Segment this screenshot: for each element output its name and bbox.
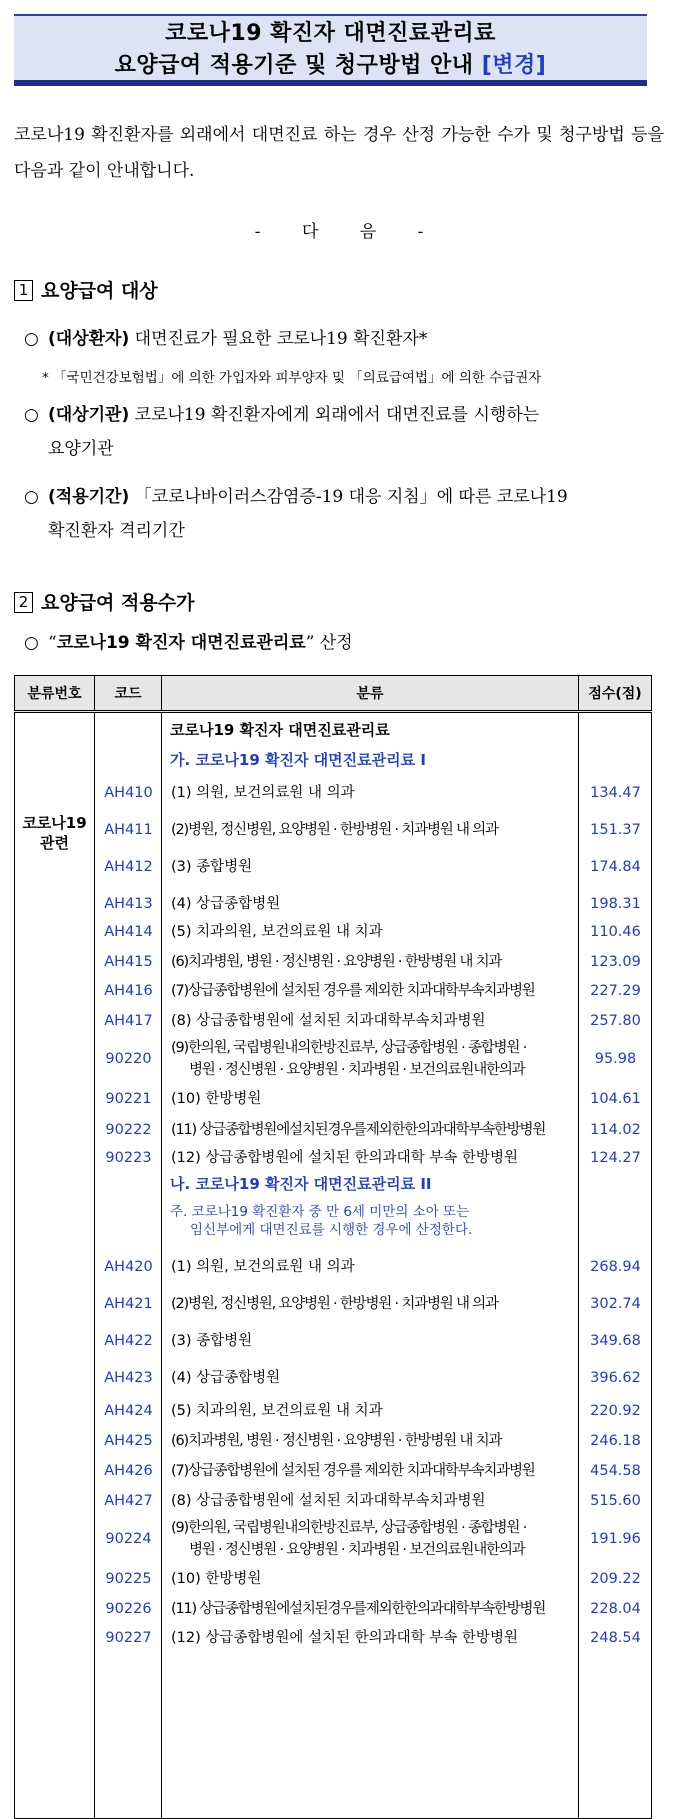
score-cell: 191.96: [590, 1531, 641, 1547]
score-cell: 349.68: [590, 1333, 641, 1349]
score-cell: 257.80: [590, 1013, 641, 1029]
header-classification: 분류: [162, 676, 579, 712]
score-cell: 246.18: [590, 1433, 641, 1449]
score-cell: 268.94: [590, 1259, 641, 1275]
section-1-item-target-patient: [24, 322, 664, 356]
classification-cell: (7)상급종합병원에 설치된 경우를 제외한 치과대학부속치과병원: [171, 1463, 535, 1479]
item-label: (대상환자): [48, 329, 130, 349]
circle-bullet: ○: [24, 487, 39, 507]
code-cell: AH414: [104, 924, 153, 940]
classification-cell: (3) 종합병원: [171, 859, 253, 875]
score-cell: 151.37: [590, 822, 641, 838]
category-line-1: 코로나19: [22, 814, 87, 832]
title-line-2-text: 요양급여 적용기준 및 청구방법 안내: [114, 53, 474, 78]
category-cell: [15, 712, 95, 1819]
classification-cell: (10) 한방병원: [171, 1571, 262, 1587]
code-cell: AH411: [104, 822, 153, 838]
item-label: (대상기관): [48, 405, 130, 425]
code-cell: 90224: [105, 1531, 152, 1547]
score-cell: 123.09: [590, 954, 641, 970]
code-cell: 90222: [105, 1122, 152, 1138]
code-cell: AH417: [104, 1013, 153, 1029]
item-label: 코로나19 확진자 대면진료관리료: [56, 633, 306, 653]
item-text: 산정: [319, 633, 353, 653]
classification-cell: (3) 종합병원: [171, 1333, 253, 1349]
title-line-1: 코로나19 확진자 대면진료관리료: [165, 21, 496, 46]
score-cell: 134.47: [590, 785, 641, 801]
code-cell: AH421: [104, 1296, 153, 1312]
item-text-continued: 요양기관: [48, 439, 114, 459]
subsection-title-2: 나. 코로나19 확진자 대면진료관리료 II: [170, 1175, 432, 1193]
section-1-heading: [14, 276, 158, 303]
classification-cell: (12) 상급종합병원에 설치된 한의과대학 부속 한방병원: [171, 1150, 518, 1166]
score-cell: 104.61: [590, 1091, 641, 1107]
score-cell: 302.74: [590, 1296, 641, 1312]
code-cell: AH422: [104, 1333, 153, 1349]
group-title: 코로나19 확진자 대면진료관리료: [170, 721, 390, 739]
classification-cell: (4) 상급종합병원: [171, 1370, 281, 1386]
code-cell: AH424: [104, 1403, 153, 1419]
subsection-note-1: 주. 코로나19 확진환자 중 만 6세 미만의 소아 또는: [170, 1204, 470, 1220]
circle-bullet: ○: [24, 329, 39, 349]
code-cell: 90221: [105, 1091, 152, 1107]
circle-bullet: ○: [24, 405, 39, 425]
section-2-item: [24, 626, 664, 660]
score-cell: 209.22: [590, 1571, 641, 1587]
next-label: - 다 음 -: [254, 222, 442, 242]
table-header-row: [15, 676, 652, 712]
classification-cell: (5) 치과의원, 보건의료원 내 치과: [171, 1403, 383, 1419]
close-quote: ”: [305, 633, 315, 653]
classification-cell-line-2: 병원 · 정신병원 · 요양병원 · 치과병원 · 보건의료원내한의과: [189, 1062, 525, 1078]
subsection-note-2: 임신부에게 대면진료를 시행한 경우에 산정한다.: [190, 1222, 473, 1238]
classification-cell: (7)상급종합병원에 설치된 경우를 제외한 치과대학부속치과병원: [171, 983, 535, 999]
score-cell: 220.92: [590, 1403, 641, 1419]
title-line-2: [14, 50, 647, 82]
classification-cell: (8) 상급종합병원에 설치된 치과대학부속치과병원: [171, 1493, 486, 1509]
classification-cell: (12) 상급종합병원에 설치된 한의과대학 부속 한방병원: [171, 1630, 518, 1646]
fee-table: [14, 675, 652, 1819]
header-class-no: 분류번호: [15, 676, 95, 712]
item-text: 「코로나바이러스감염증-19 대응 지침」에 따른 코로나19: [134, 487, 568, 507]
header-code: 코드: [95, 676, 162, 712]
code-cell: AH423: [104, 1370, 153, 1386]
score-cell: 248.54: [590, 1630, 641, 1646]
code-cell: 90223: [105, 1150, 152, 1166]
item-text: 코로나19 확진환자에게 외래에서 대면진료를 시행하는: [134, 405, 540, 425]
score-cell: 454.58: [590, 1463, 641, 1479]
code-cell: AH413: [104, 896, 153, 912]
code-cell: 90226: [105, 1601, 152, 1617]
code-cell: 90225: [105, 1571, 152, 1587]
section-1-item-target-institution: [24, 398, 664, 466]
code-cell: 90220: [105, 1051, 152, 1067]
classification-cell: (6)치과병원, 병원 · 정신병원 · 요양병원 · 한방병원 내 치과: [171, 1433, 502, 1449]
code-cell: AH415: [104, 954, 153, 970]
code-cell: AH412: [104, 859, 153, 875]
code-cell: AH426: [104, 1463, 153, 1479]
section-2-number: 2: [14, 592, 33, 613]
code-cell: AH425: [104, 1433, 153, 1449]
code-cell: AH416: [104, 983, 153, 999]
score-cell: 174.84: [590, 859, 641, 875]
intro-paragraph: 코로나19 확진환자를 외래에서 대면진료 하는 경우 산정 가능한 수가 및 청구방법 등을 다음과 같이 안내합니다.: [14, 125, 664, 181]
section-1-item-period: [24, 480, 664, 548]
classification-cell: (9)한의원, 국립병원내의한방진료부, 상급종합병원 · 종합병원 ·: [171, 1520, 526, 1536]
score-cell: 228.04: [590, 1601, 641, 1617]
section-1-footnote: * 「국민건강보험법」에 의한 가입자와 피부양자 및 「의료급여법」에 의한 수급권자: [42, 370, 542, 386]
section-1-number: 1: [14, 280, 33, 301]
score-cell: 227.29: [590, 983, 641, 999]
item-text-continued: 확진환자 격리기간: [48, 521, 185, 541]
section-1-title: 요양급여 대상: [41, 280, 158, 302]
classification-cell: (11) 상급종합병원에설치된경우를제외한한의과대학부속한방병원: [171, 1601, 546, 1617]
score-cell: 95.98: [594, 1051, 637, 1067]
classification-cell-line-2: 병원 · 정신병원 · 요양병원 · 치과병원 · 보건의료원내한의과: [189, 1542, 525, 1558]
item-label: (적용기간): [48, 487, 130, 507]
classification-cell: (8) 상급종합병원에 설치된 치과대학부속치과병원: [171, 1013, 486, 1029]
classification-cell: (11) 상급종합병원에설치된경우를제외한한의과대학부속한방병원: [171, 1122, 546, 1138]
score-cell: 198.31: [590, 896, 641, 912]
score-cell: 114.02: [590, 1122, 641, 1138]
classification-cell: (1) 의원, 보건의료원 내 의과: [171, 1259, 355, 1275]
category-line-2: 관련: [40, 834, 69, 852]
title-box: [14, 14, 647, 86]
score-cell: 515.60: [590, 1493, 641, 1509]
category-label: [15, 813, 94, 853]
classification-cell: (4) 상급종합병원: [171, 896, 281, 912]
section-2-heading: [14, 588, 194, 615]
classification-cell: (6)치과병원, 병원 · 정신병원 · 요양병원 · 한방병원 내 치과: [171, 954, 502, 970]
subsection-title-1: 가. 코로나19 확진자 대면진료관리료 I: [170, 751, 426, 769]
code-cell: AH410: [104, 785, 153, 801]
table-body: [95, 712, 652, 1819]
code-cell: 90227: [105, 1630, 152, 1646]
item-text: 대면진료가 필요한 코로나19 확진환자*: [134, 329, 428, 349]
score-cell: 396.62: [590, 1370, 641, 1386]
classification-cell: (10) 한방병원: [171, 1091, 262, 1107]
code-cell: AH420: [104, 1259, 153, 1275]
open-quote: “: [48, 633, 57, 653]
change-tag: [변경]: [481, 53, 547, 78]
classification-cell: (1) 의원, 보건의료원 내 의과: [171, 785, 355, 801]
code-cell: AH427: [104, 1493, 153, 1509]
circle-bullet: ○: [24, 633, 39, 653]
header-score: 점수(점): [579, 676, 652, 712]
score-cell: 110.46: [590, 924, 641, 940]
section-2-title: 요양급여 적용수가: [41, 592, 195, 614]
classification-cell: (2)병원, 정신병원, 요양병원 · 한방병원 · 치과병원 내 의과: [171, 822, 498, 838]
classification-cell: (5) 치과의원, 보건의료원 내 치과: [171, 924, 383, 940]
score-cell: 124.27: [590, 1150, 641, 1166]
classification-cell: (2)병원, 정신병원, 요양병원 · 한방병원 · 치과병원 내 의과: [171, 1296, 498, 1312]
classification-cell: (9)한의원, 국립병원내의한방진료부, 상급종합병원 · 종합병원 ·: [171, 1040, 526, 1056]
